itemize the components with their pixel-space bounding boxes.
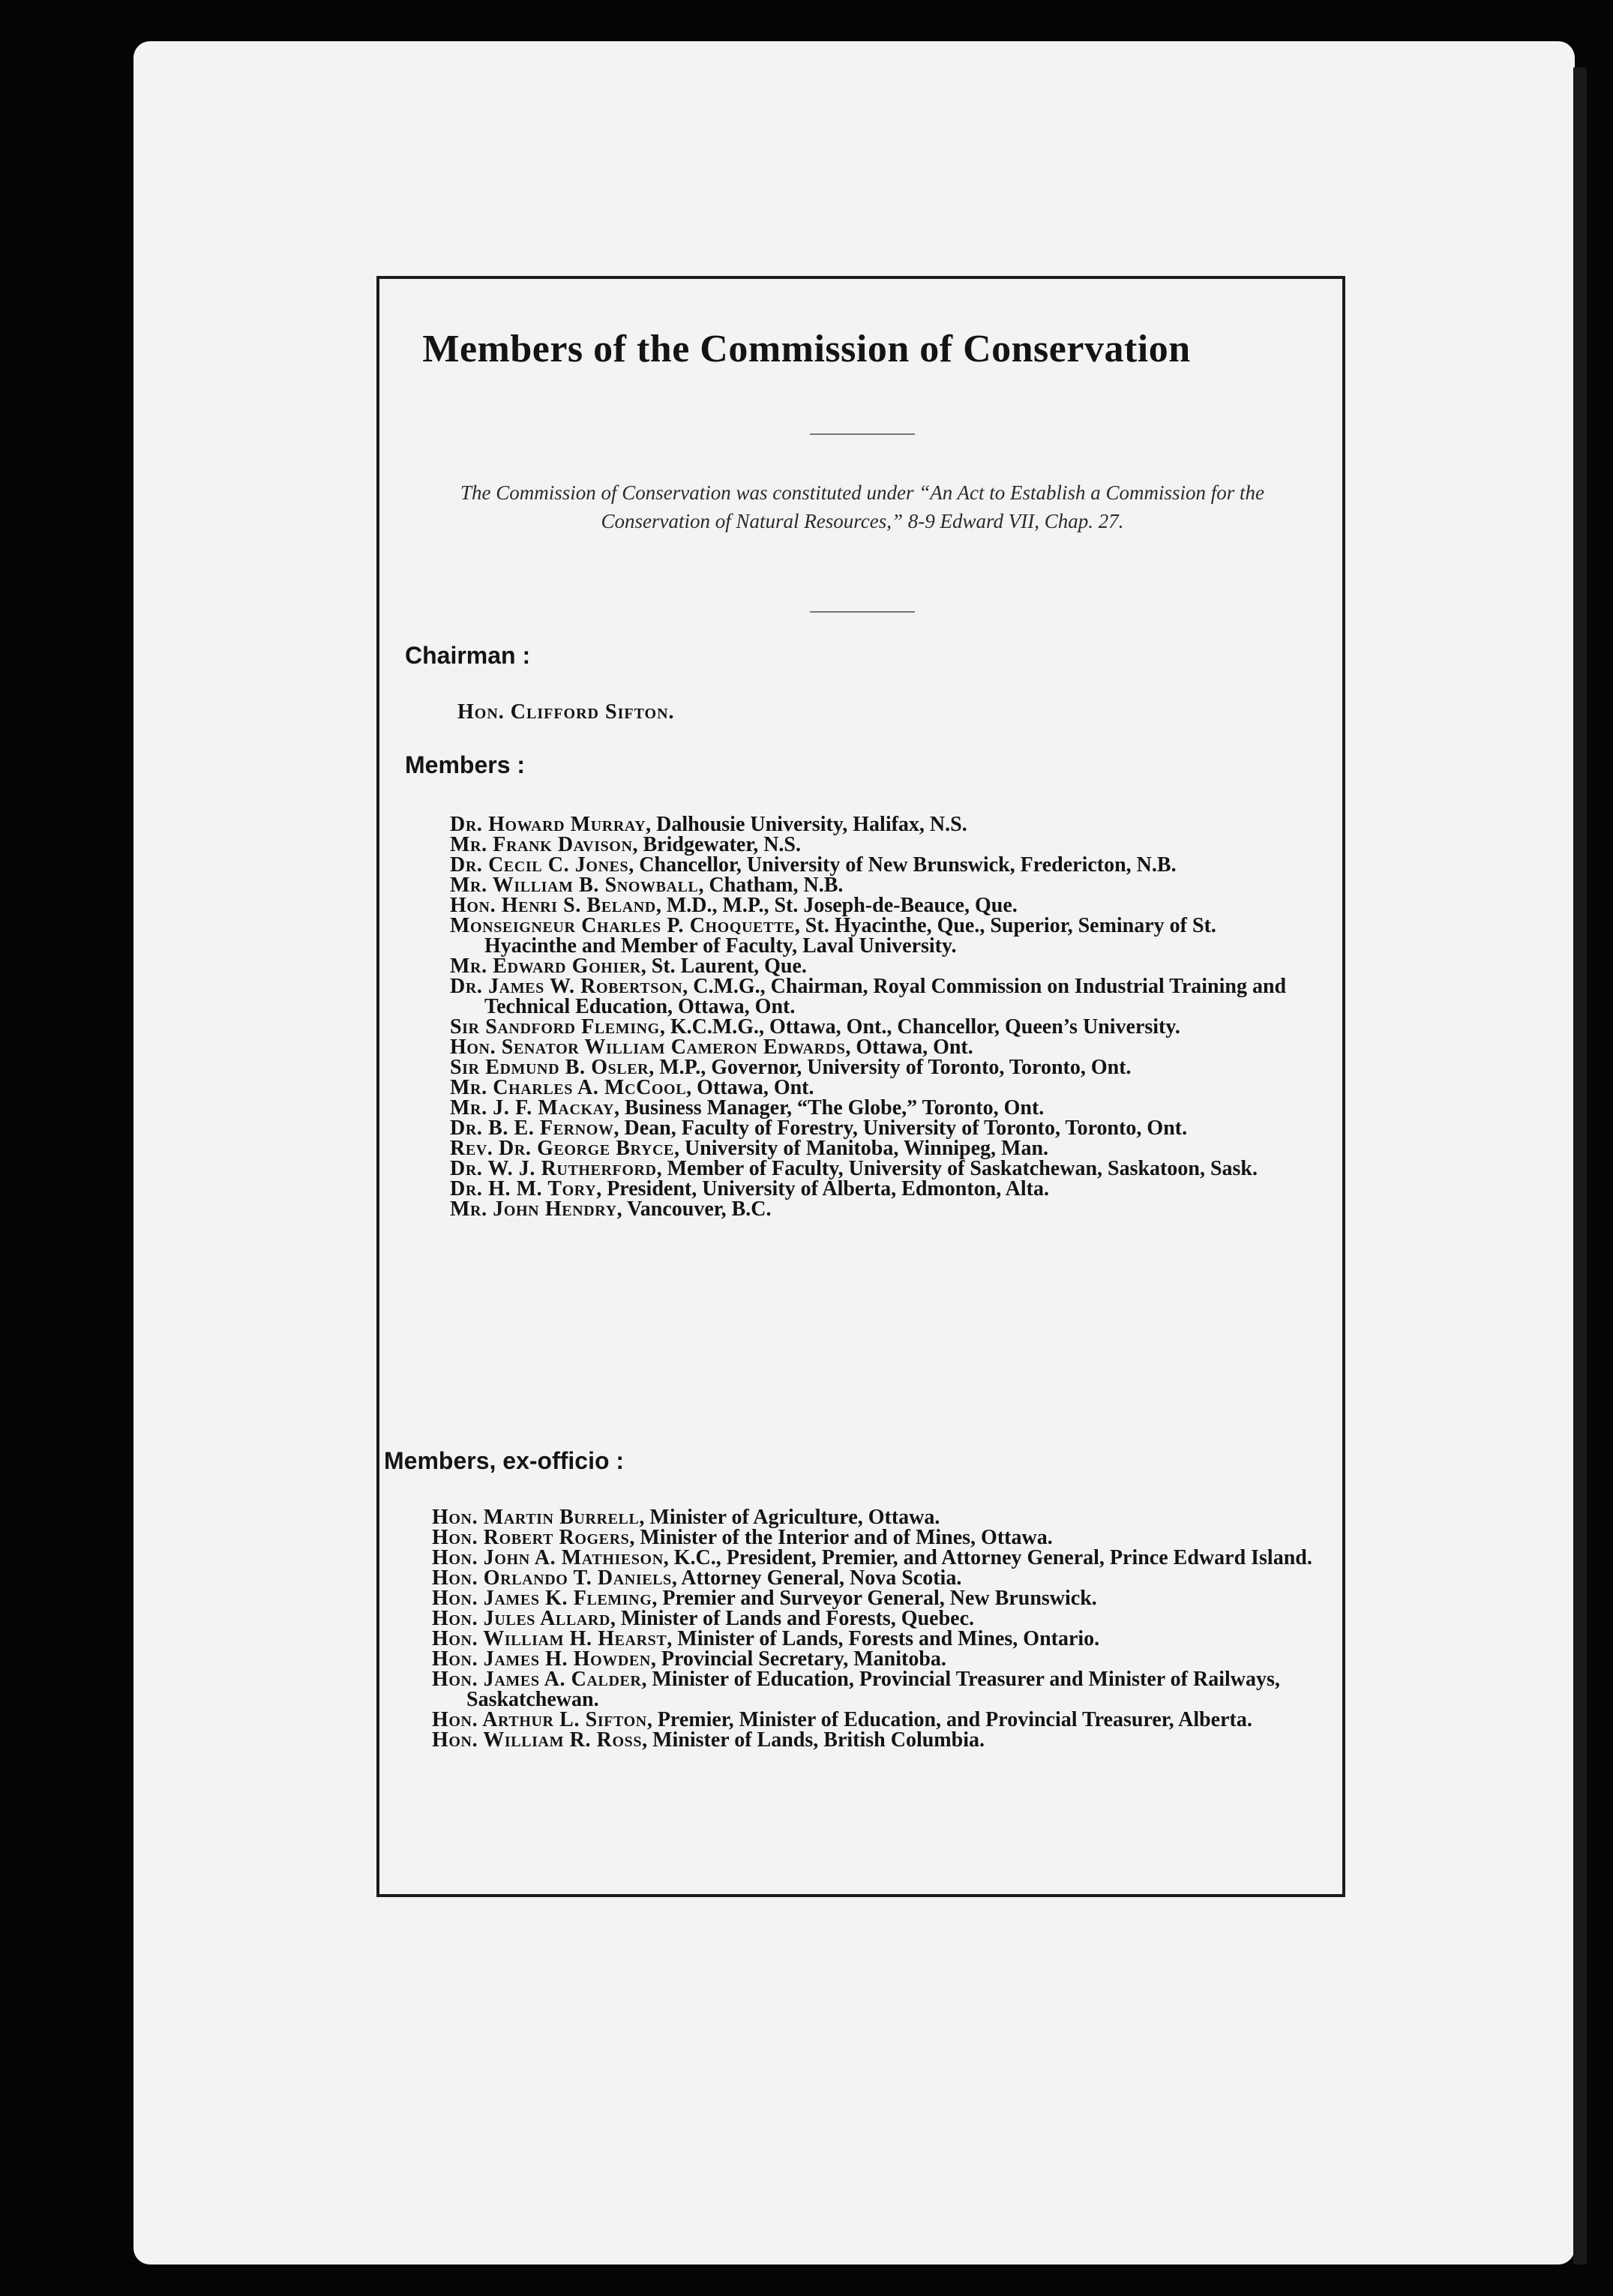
member-entry bbox=[450, 1118, 1312, 1138]
member-name: Hon. James H. Howden bbox=[432, 1647, 651, 1671]
divider-bottom bbox=[810, 611, 915, 613]
member-details: , Chatham, N.B. bbox=[698, 874, 844, 897]
member-name: Hon. Jules Allard bbox=[432, 1607, 610, 1630]
member-details: , Provincial Secretary, Manitoba. bbox=[650, 1647, 946, 1671]
member-name: Dr. W. J. Rutherford bbox=[450, 1157, 657, 1180]
member-name: Hon. Orlando T. Daniels bbox=[432, 1566, 672, 1590]
member-details: , St. Hyacinthe, Que., Superior, Seminary of St. Hyacinthe and Member of Faculty, Laval University. bbox=[484, 914, 1216, 958]
member-name: Mr. Charles A. McCool bbox=[450, 1076, 687, 1099]
member-name: Dr. H. M. Tory bbox=[450, 1177, 597, 1200]
ex-officio-entry bbox=[432, 1730, 1317, 1750]
member-details: , C.M.G., Chairman, Royal Commission on Industrial Training and Technical Education, Ottawa, Ont. bbox=[484, 975, 1287, 1018]
member-name: Hon. Henri S. Beland bbox=[450, 894, 656, 917]
page-edge-shadow bbox=[1573, 67, 1587, 2265]
member-name: Hon. James A. Calder bbox=[432, 1668, 642, 1691]
member-details: , K.C.M.G., Ottawa, Ont., Chancellor, Queen’s University. bbox=[659, 1015, 1180, 1039]
ex-officio-list bbox=[432, 1507, 1317, 1750]
member-details: , Dalhousie University, Halifax, N.S. bbox=[646, 813, 967, 836]
intro-paragraph: The Commission of Conservation was constituted under “An Act to Establish a Commission for the Conservation of Natural Resources,” 8-9 Edward VII, Chap. 27. bbox=[460, 481, 1265, 532]
member-details: , University of Manitoba, Winnipeg, Man. bbox=[673, 1137, 1049, 1160]
ex-officio-entry bbox=[432, 1588, 1317, 1608]
member-entry bbox=[450, 916, 1312, 956]
member-entry bbox=[450, 855, 1312, 875]
ex-officio-entry bbox=[432, 1568, 1317, 1588]
member-details: , Minister of Lands, Forests and Mines, Ontario. bbox=[667, 1627, 1100, 1650]
member-name: Sir Sandford Fleming bbox=[450, 1015, 660, 1039]
member-details: , Minister of Lands and Forests, Quebec. bbox=[610, 1607, 975, 1630]
member-entry bbox=[450, 875, 1312, 895]
members-list bbox=[450, 814, 1312, 1219]
member-name: Hon. William R. Ross bbox=[432, 1728, 643, 1752]
page-title: Members of the Commission of Conservation bbox=[422, 328, 1191, 370]
member-details: , Ottawa, Ont. bbox=[845, 1036, 973, 1059]
ex-officio-entry bbox=[432, 1649, 1317, 1669]
member-details: , Business Manager, “The Globe,” Toronto, Ont. bbox=[613, 1096, 1045, 1120]
chairman-heading: Chairman : bbox=[405, 642, 531, 669]
member-entry bbox=[450, 1017, 1312, 1037]
ex-officio-entry bbox=[432, 1548, 1317, 1568]
member-name: Hon. Martin Burrell bbox=[432, 1506, 640, 1529]
member-entry bbox=[450, 1158, 1312, 1179]
member-name: Sir Edmund B. Osler bbox=[450, 1056, 649, 1079]
member-details: , Ottawa, Ont. bbox=[686, 1076, 814, 1099]
member-details: , Attorney General, Nova Scotia. bbox=[671, 1566, 962, 1590]
member-details: , Premier and Surveyor General, New Brunswick. bbox=[652, 1587, 1097, 1610]
member-name: Hon. Robert Rogers bbox=[432, 1526, 630, 1549]
ex-officio-entry bbox=[432, 1608, 1317, 1629]
member-name: Dr. B. E. Fernow bbox=[450, 1117, 614, 1140]
member-name: Mr. Frank Davison bbox=[450, 833, 633, 856]
member-name: Monseigneur Charles P. Choquette bbox=[450, 914, 795, 937]
ex-officio-entry bbox=[432, 1629, 1317, 1649]
member-name: Rev. Dr. George Bryce bbox=[450, 1137, 674, 1160]
ex-officio-heading: Members, ex-officio : bbox=[384, 1447, 625, 1474]
member-details: , Vancouver, B.C. bbox=[616, 1197, 772, 1221]
member-name: Mr. John Hendry bbox=[450, 1197, 617, 1221]
member-details: , Minister of Lands, British Columbia. bbox=[642, 1728, 985, 1752]
member-entry bbox=[450, 1138, 1312, 1158]
member-details: , Minister of the Interior and of Mines, Ottawa. bbox=[629, 1526, 1053, 1549]
member-entry bbox=[450, 814, 1312, 835]
member-entry bbox=[450, 1037, 1312, 1057]
member-name: Hon. William H. Hearst bbox=[432, 1627, 667, 1650]
ex-officio-entry bbox=[432, 1710, 1317, 1730]
ex-officio-entry bbox=[432, 1669, 1317, 1710]
member-entry bbox=[450, 1179, 1312, 1199]
ex-officio-entry bbox=[432, 1507, 1317, 1527]
member-name: Hon. Senator William Cameron Edwards bbox=[450, 1036, 846, 1059]
member-entry bbox=[450, 1199, 1312, 1219]
member-details: , K.C., President, Premier, and Attorney General, Prince Edward Island. bbox=[663, 1546, 1312, 1569]
member-details: , Chancellor, University of New Brunswick, Fredericton, N.B. bbox=[628, 853, 1177, 877]
member-details: , Minister of Agriculture, Ottawa. bbox=[639, 1506, 940, 1529]
member-details: , Dean, Faculty of Forestry, University of Toronto, Toronto, Ont. bbox=[613, 1117, 1188, 1140]
member-details: , President, University of Alberta, Edmonton, Alta. bbox=[596, 1177, 1049, 1200]
member-name: Hon. Arthur L. Sifton bbox=[432, 1708, 647, 1731]
member-entry bbox=[450, 1078, 1312, 1098]
divider-top bbox=[810, 433, 915, 435]
member-entry bbox=[450, 976, 1312, 1017]
member-name: Dr. Howard Murray bbox=[450, 813, 646, 836]
member-name: Dr. Cecil C. Jones bbox=[450, 853, 629, 877]
member-entry bbox=[450, 1098, 1312, 1118]
member-details: , Member of Faculty, University of Saskatchewan, Saskatoon, Sask. bbox=[656, 1157, 1258, 1180]
member-details: , M.P., Governor, University of Toronto, Toronto, Ont. bbox=[649, 1056, 1132, 1079]
member-details: , St. Laurent, Que. bbox=[640, 955, 807, 978]
member-entry bbox=[450, 956, 1312, 976]
ex-officio-entry bbox=[432, 1527, 1317, 1548]
member-details: , Bridgewater, N.S. bbox=[632, 833, 802, 856]
member-name: Mr. William B. Snowball bbox=[450, 874, 699, 897]
member-entry bbox=[450, 1057, 1312, 1078]
member-entry bbox=[450, 835, 1312, 855]
member-entry bbox=[450, 895, 1312, 916]
member-details: , M.D., M.P., St. Joseph-de-Beauce, Que. bbox=[655, 894, 1018, 917]
member-name: Hon. John A. Mathieson bbox=[432, 1546, 664, 1569]
members-heading: Members : bbox=[405, 751, 526, 778]
member-name: Mr. Edward Gohier bbox=[450, 955, 641, 978]
member-name: Mr. J. F. Mackay bbox=[450, 1096, 614, 1120]
member-name: Dr. James W. Robertson bbox=[450, 975, 683, 998]
member-details: , Minister of Education, Provincial Treasurer and Minister of Railways, Saskatchewan. bbox=[466, 1668, 1280, 1711]
chairman-name: Hon. Clifford Sifton. bbox=[457, 700, 675, 724]
member-name: Hon. James K. Fleming bbox=[432, 1587, 652, 1610]
member-details: , Premier, Minister of Education, and Provincial Treasurer, Alberta. bbox=[646, 1708, 1252, 1731]
